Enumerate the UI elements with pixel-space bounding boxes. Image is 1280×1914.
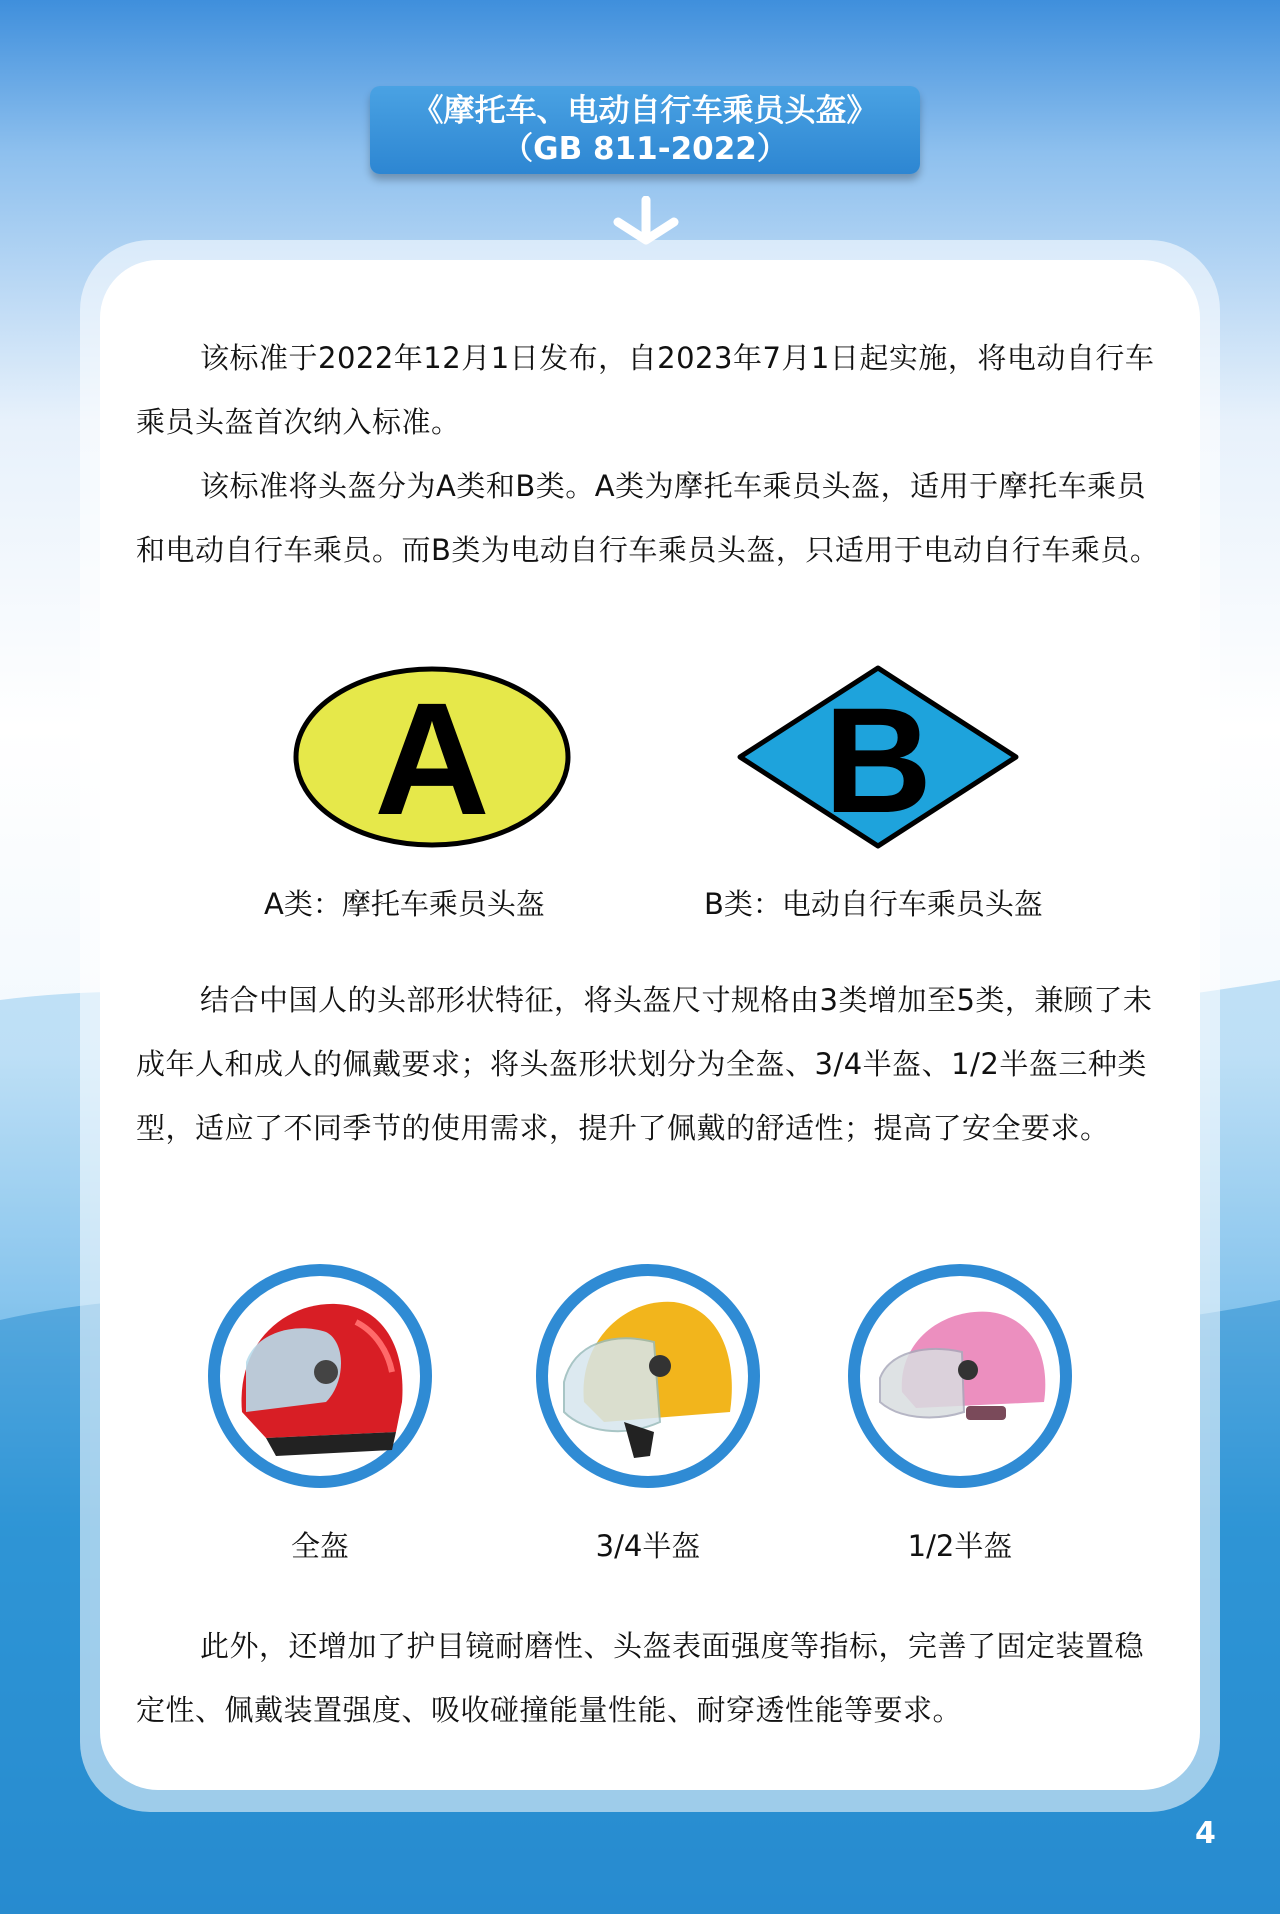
class-a-label: A类：摩托车乘员头盔	[264, 887, 545, 921]
paragraph-release-date: 该标准于2022年12月1日发布，自2023年7月1日起实施，将电动自行车乘员头盔首次纳入标准。	[136, 341, 1155, 439]
header-title-line1: 《摩托车、电动自行车乘员头盔》	[412, 93, 878, 129]
half-helmet-label: 1/2半盔	[907, 1529, 1013, 1563]
class-a-badge	[292, 664, 572, 850]
header-title-banner	[370, 86, 920, 174]
paragraph-additional-requirements: 此外，还增加了护目镜耐磨性、头盔表面强度等指标，完善了固定装置稳定性、佩戴装置强度、吸收碰撞能量性能、耐穿透性能等要求。	[136, 1629, 1145, 1727]
class-b-letter: B	[823, 676, 933, 844]
class-b-label: B类：电动自行车乘员头盔	[704, 887, 1043, 921]
full-helmet-label: 全盔	[290, 1529, 349, 1563]
three-quarter-helmet-image	[534, 1262, 762, 1490]
paragraph-categories: 该标准将头盔分为A类和B类。A类为摩托车乘员头盔，适用于摩托车乘员和电动自行车乘员。而B类为电动自行车乘员头盔，只适用于电动自行车乘员。	[136, 469, 1160, 567]
class-b-badge	[736, 664, 1020, 850]
header-title-line2: （GB 811-2022）	[502, 131, 788, 167]
full-face-helmet-image	[206, 1262, 434, 1490]
down-arrow-icon	[606, 196, 686, 246]
page-number: 4	[1195, 1816, 1216, 1851]
paragraph-sizes-shapes: 结合中国人的头部形状特征，将头盔尺寸规格由3类增加至5类，兼顾了未成年人和成人的佩戴要求；将头盔形状划分为全盔、3/4半盔、1/2半盔三种类型，适应了不同季节的使用需求，提升了佩戴的舒适性；提高了安全要求。	[136, 983, 1153, 1145]
half-helmet-image	[846, 1262, 1074, 1490]
three-quarter-helmet-label: 3/4半盔	[595, 1529, 701, 1563]
class-a-letter: A	[374, 669, 490, 848]
